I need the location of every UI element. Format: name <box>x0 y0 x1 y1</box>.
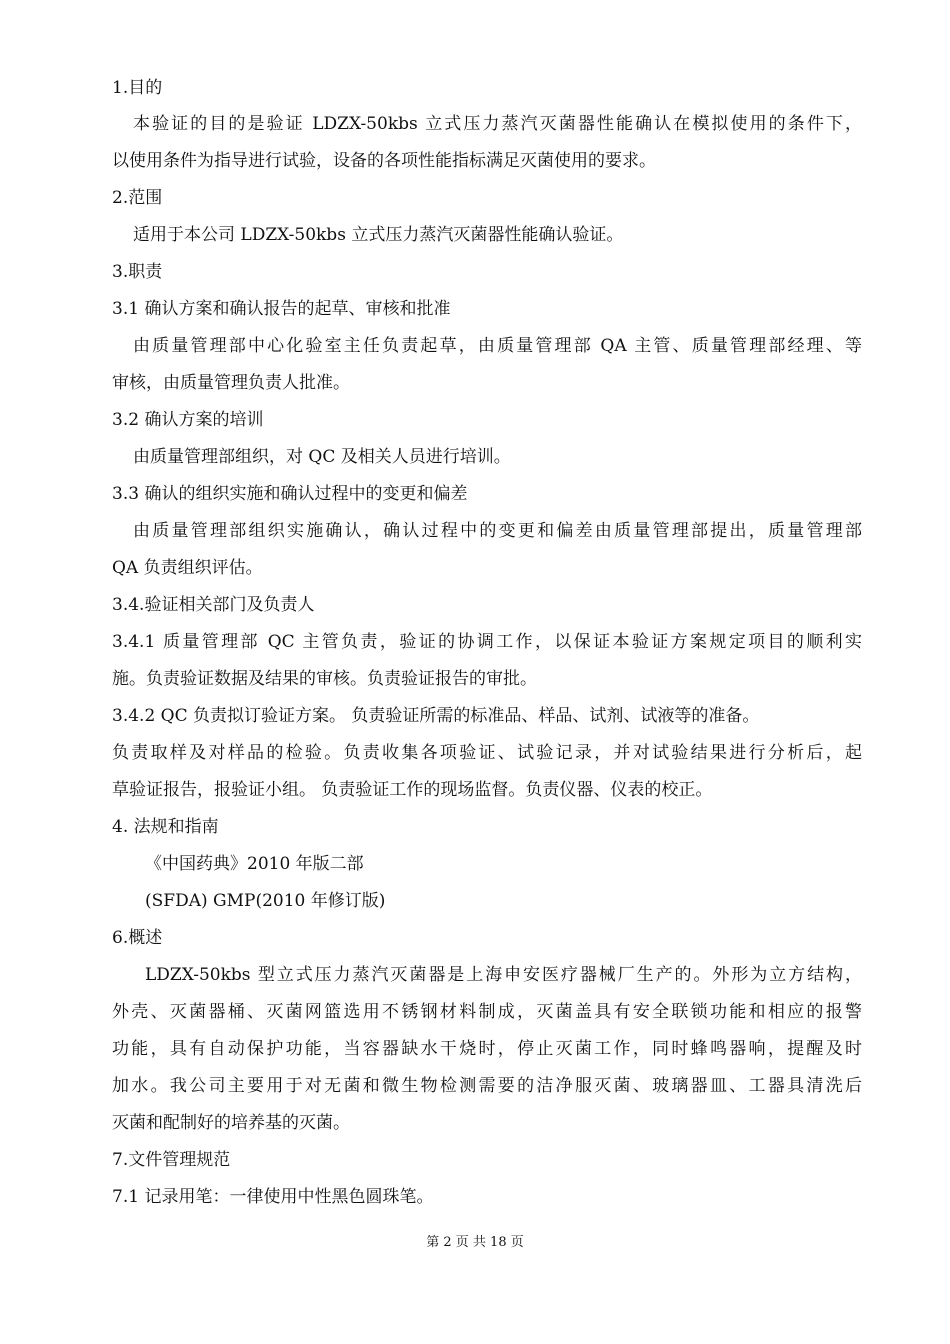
paragraph-line: 负责取样及对样品的检验。负责收集各项验证、试验记录，并对试验结果进行分析后，起 <box>112 743 862 763</box>
paragraph-line: 3.4.1 质量管理部 QC 主管负责，验证的协调工作，以保证本验证方案规定项目的顺利实 <box>112 632 862 652</box>
paragraph-line: 加水。我公司主要用于对无菌和微生物检测需要的洁净服灭菌、玻璃器皿、工器具清洗后 <box>112 1076 862 1096</box>
subheading: 3.4.验证相关部门及负责人 <box>112 595 315 615</box>
subheading: 3.2 确认方案的培训 <box>112 410 264 430</box>
reference-item: 《中国药典》2010 年版二部 <box>145 854 364 874</box>
paragraph-line: 审核，由质量管理负责人批准。 <box>112 373 350 393</box>
subheading: 3.3 确认的组织实施和确认过程中的变更和偏差 <box>112 484 468 504</box>
page-number-footer: 第 2 页 共 18 页 <box>426 1235 524 1250</box>
paragraph-line: 以使用条件为指导进行试验，设备的各项性能指标满足灭菌使用的要求。 <box>112 151 656 171</box>
paragraph-line: 由质量管理部组织，对 QC 及相关人员进行培训。 <box>133 447 511 467</box>
heading-overview: 6.概述 <box>112 928 163 948</box>
paragraph-line: 适用于本公司 LDZX-50kbs 立式压力蒸汽灭菌器性能确认验证。 <box>133 225 624 245</box>
heading-scope: 2.范围 <box>112 188 163 208</box>
paragraph-line: 外壳、灭菌器桶、灭菌网篮选用不锈钢材料制成，灭菌盖具有安全联锁功能和相应的报警 <box>112 1002 862 1022</box>
heading-responsibilities: 3.职责 <box>112 262 163 282</box>
heading-purpose: 1.目的 <box>112 78 163 98</box>
subheading: 3.1 确认方案和确认报告的起草、审核和批准 <box>112 299 451 319</box>
paragraph-line: QA 负责组织评估。 <box>112 558 263 578</box>
heading-document-management: 7.文件管理规范 <box>112 1150 231 1170</box>
paragraph-line: 草验证报告，报验证小组。 负责验证工作的现场监督。负责仪器、仪表的校正。 <box>112 780 713 800</box>
paragraph-line: 灭菌和配制好的培养基的灭菌。 <box>112 1113 350 1133</box>
reference-item: (SFDA) GMP(2010 年修订版) <box>145 891 386 911</box>
paragraph-line: 7.1 记录用笔：一律使用中性黑色圆珠笔。 <box>112 1187 434 1207</box>
paragraph-line: LDZX-50kbs 型立式压力蒸汽灭菌器是上海申安医疗器械厂生产的。外形为立方结构， <box>145 965 862 985</box>
paragraph-line: 由质量管理部组织实施确认，确认过程中的变更和偏差由质量管理部提出，质量管理部 <box>133 521 862 541</box>
paragraph-line: 本验证的目的是验证 LDZX-50kbs 立式压力蒸汽灭菌器性能确认在模拟使用的条件下， <box>133 114 862 134</box>
paragraph-line: 功能，具有自动保护功能，当容器缺水干烧时，停止灭菌工作，同时蜂鸣器响，提醒及时 <box>112 1039 862 1059</box>
paragraph-line: 3.4.2 QC 负责拟订验证方案。 负责验证所需的标准品、样品、试剂、试液等的准备。 <box>112 706 760 726</box>
paragraph-line: 施。负责验证数据及结果的审核。负责验证报告的审批。 <box>112 669 537 689</box>
heading-regulations: 4. 法规和指南 <box>112 817 219 837</box>
paragraph-line: 由质量管理部中心化验室主任负责起草，由质量管理部 QA 主管、质量管理部经理、等 <box>133 336 862 356</box>
